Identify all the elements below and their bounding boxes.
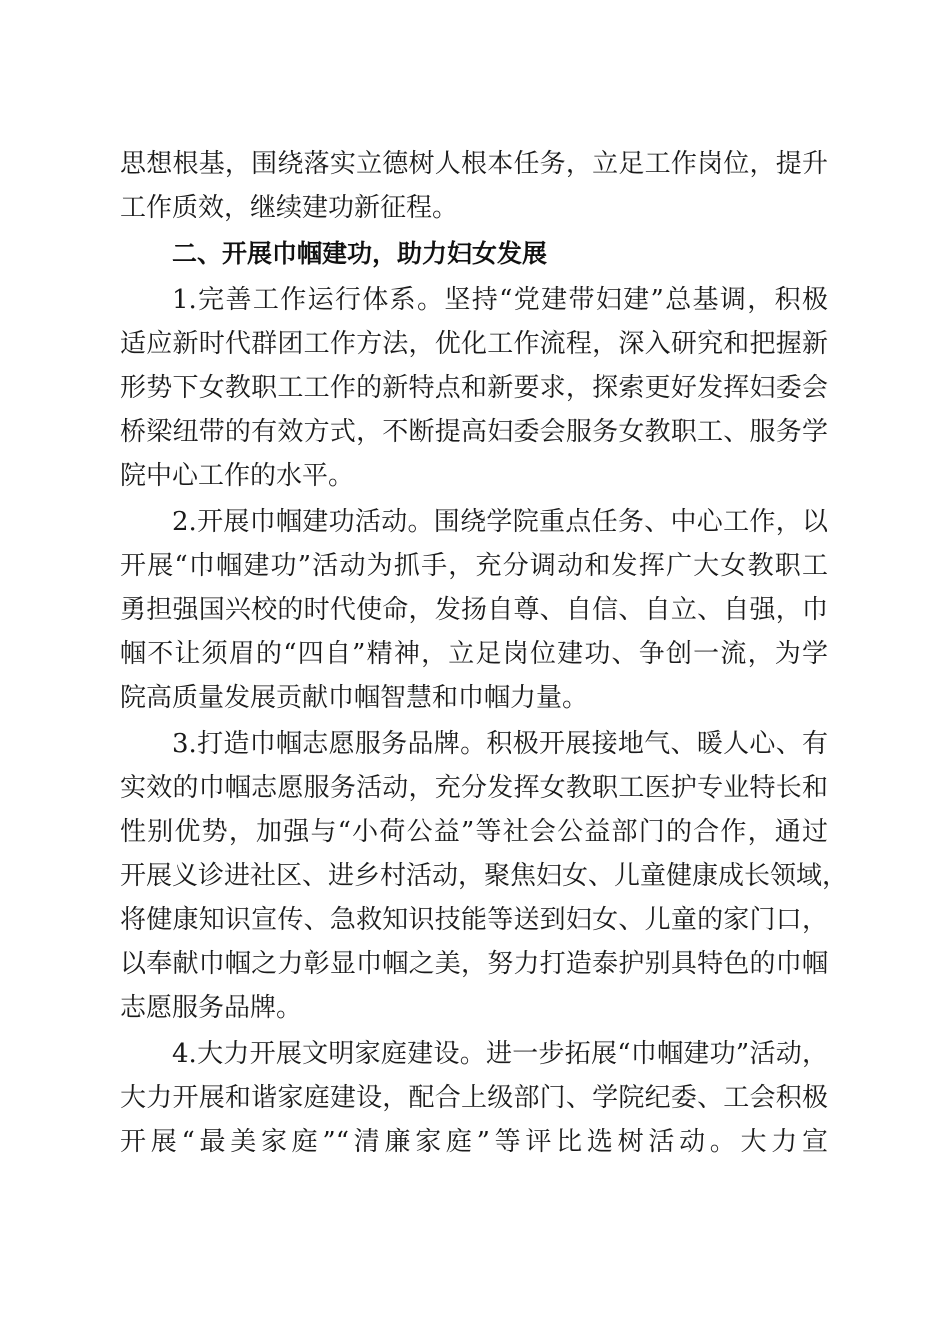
section-heading: 二、开展巾帼建功，助力妇女发展: [172, 239, 548, 268]
item-3-line-7: 志愿服务品牌。: [120, 993, 303, 1023]
item-1-line-2: 适应新时代群团工作方法，优化工作流程，深入研究和把握新: [120, 329, 828, 359]
item-4-line-3: 开展“最美家庭”“清廉家庭”等评比选树活动。大力宣: [120, 1127, 828, 1157]
item-3-line-1: 3.打造巾帼志愿服务品牌。积极开展接地气、暖人心、有: [172, 729, 828, 759]
item-1-line-1: 1.完善工作运行体系。坚持“党建带妇建”总基调，积极: [172, 285, 828, 315]
item-3-line-3: 性别优势，加强与“小荷公益”等社会公益部门的合作，通过: [120, 817, 828, 847]
item-4-line-2: 大力开展和谐家庭建设，配合上级部门、学院纪委、工会积极: [120, 1083, 828, 1113]
item-1-line-5: 院中心工作的水平。: [120, 461, 355, 491]
item-2-line-2: 开展“巾帼建功”活动为抓手，充分调动和发挥广大女教职工: [120, 551, 828, 581]
item-2-line-4: 帼不让须眉的“四自”精神，立足岗位建功、争创一流，为学: [120, 639, 828, 669]
item-1-line-4: 桥梁纽带的有效方式，不断提高妇委会服务女教职工、服务学: [120, 417, 828, 447]
item-3-line-2: 实效的巾帼志愿服务活动，充分发挥女教职工医护专业特长和: [120, 773, 828, 803]
item-2-line-1: 2.开展巾帼建功活动。围绕学院重点任务、中心工作，以: [172, 507, 828, 537]
item-1-line-3: 形势下女教职工工作的新特点和新要求，探索更好发挥妇委会: [120, 373, 828, 403]
item-2-line-5: 院高质量发展贡献巾帼智慧和巾帼力量。: [120, 683, 589, 713]
intro-line-1: 思想根基，围绕落实立德树人根本任务，立足工作岗位，提升: [120, 149, 828, 179]
item-3-line-6: 以奉献巾帼之力彰显巾帼之美，努力打造泰护别具特色的巾帼: [120, 949, 828, 979]
item-2-line-3: 勇担强国兴校的时代使命，发扬自尊、自信、自立、自强，巾: [120, 595, 828, 625]
intro-line-2: 工作质效，继续建功新征程。: [120, 193, 459, 223]
item-3-line-4: 开展义诊进社区、进乡村活动，聚焦妇女、儿童健康成长领域，: [120, 861, 849, 891]
item-4-line-1: 4.大力开展文明家庭建设。进一步拓展“巾帼建功”活动，: [172, 1039, 828, 1069]
item-3-line-5: 将健康知识宣传、急救知识技能等送到妇女、儿童的家门口，: [120, 905, 828, 935]
